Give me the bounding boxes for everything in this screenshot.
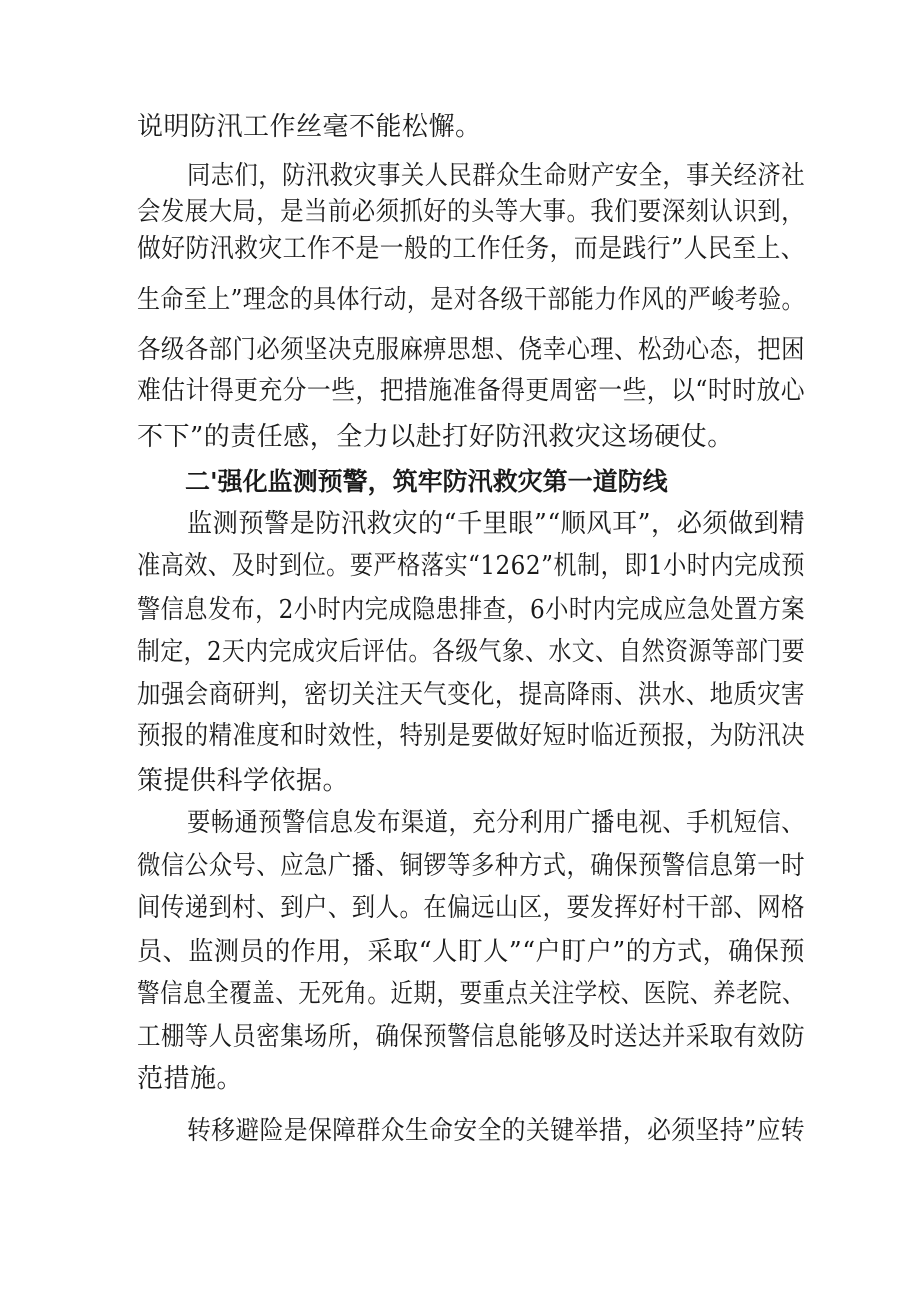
text-line-7: 难估计得更充分一些，把措施准备得更周密一些，以“时时放心 bbox=[137, 376, 806, 406]
text-line-3: 会发展大局，是当前必须抓好的头等大事。我们要深刻认识到， bbox=[137, 197, 806, 227]
text-line-6: 各级各部门必须坚决克服麻痹思想、侥幸心理、松劲心态，把困 bbox=[137, 335, 806, 365]
text-line-12: 警信息发布，2小时内完成隐患排查，6小时内完成应急处置方案 bbox=[137, 595, 805, 625]
text-line-18: 微信公众号、应急广播、铜锣等多种方式，确保预警信息第一时 bbox=[137, 851, 806, 881]
text-line-23: 范措施。 bbox=[137, 1064, 244, 1094]
text-line-2: 同志们，防汛救灾事关人民群众生命财产安全，事关经济社 bbox=[187, 161, 805, 191]
text-line-21: 警信息全覆盖、无死角。近期，要重点关注学校、医院、养老院、 bbox=[137, 979, 805, 1009]
text-line-13: 制定，2天内完成灾后评估。各级气象、水文、自然资源等部门要 bbox=[137, 637, 806, 667]
text-line-10: 监测预警是防汛救灾的“千里眼”“顺风耳”，必须做到精 bbox=[187, 509, 806, 539]
text-line-14: 加强会商研判，密切关注天气变化，提高降雨、洪水、地质灾害 bbox=[137, 680, 806, 710]
text-line-1: 说明防汛工作丝毫不能松懈。 bbox=[137, 112, 482, 142]
text-line-17: 要畅通预警信息发布渠道，充分利用广播电视、手机短信、 bbox=[187, 808, 805, 838]
text-line-19: 间传递到村、到户、到人。在偏远山区，要发挥好村干部、网格 bbox=[137, 893, 806, 923]
section-heading: 二'强化监测预警，筑牢防汛救灾第一道防线 bbox=[185, 467, 668, 496]
text-line-22: 工棚等人员密集场所，确保预警信息能够及时送达并采取有效防 bbox=[137, 1022, 806, 1052]
text-line-11: 准高效、及时到位。要严格落实“1262”机制，即1小时内完成预 bbox=[137, 551, 806, 581]
text-line-5: 生命至上”理念的具体行动，是对各级干部能力作风的严峻考验。 bbox=[137, 285, 805, 315]
text-line-8: 不下”的责任感，全力以赴打好防汛救灾这场硬仗。 bbox=[137, 422, 734, 452]
text-line-4: 做好防汛救灾工作不是一般的工作任务，而是践行”人民至上、 bbox=[137, 234, 806, 264]
text-line-20: 员、监测员的作用，采取“人盯人”“户盯户”的方式，确保预 bbox=[137, 937, 806, 967]
text-line-24: 转移避险是保障群众生命安全的关键举措，必须坚持”应转 bbox=[187, 1116, 806, 1146]
text-line-15: 预报的精准度和时效性，特别是要做好短时临近预报，为防汛决 bbox=[137, 721, 806, 751]
text-line-16: 策提供科学依据。 bbox=[137, 766, 350, 796]
